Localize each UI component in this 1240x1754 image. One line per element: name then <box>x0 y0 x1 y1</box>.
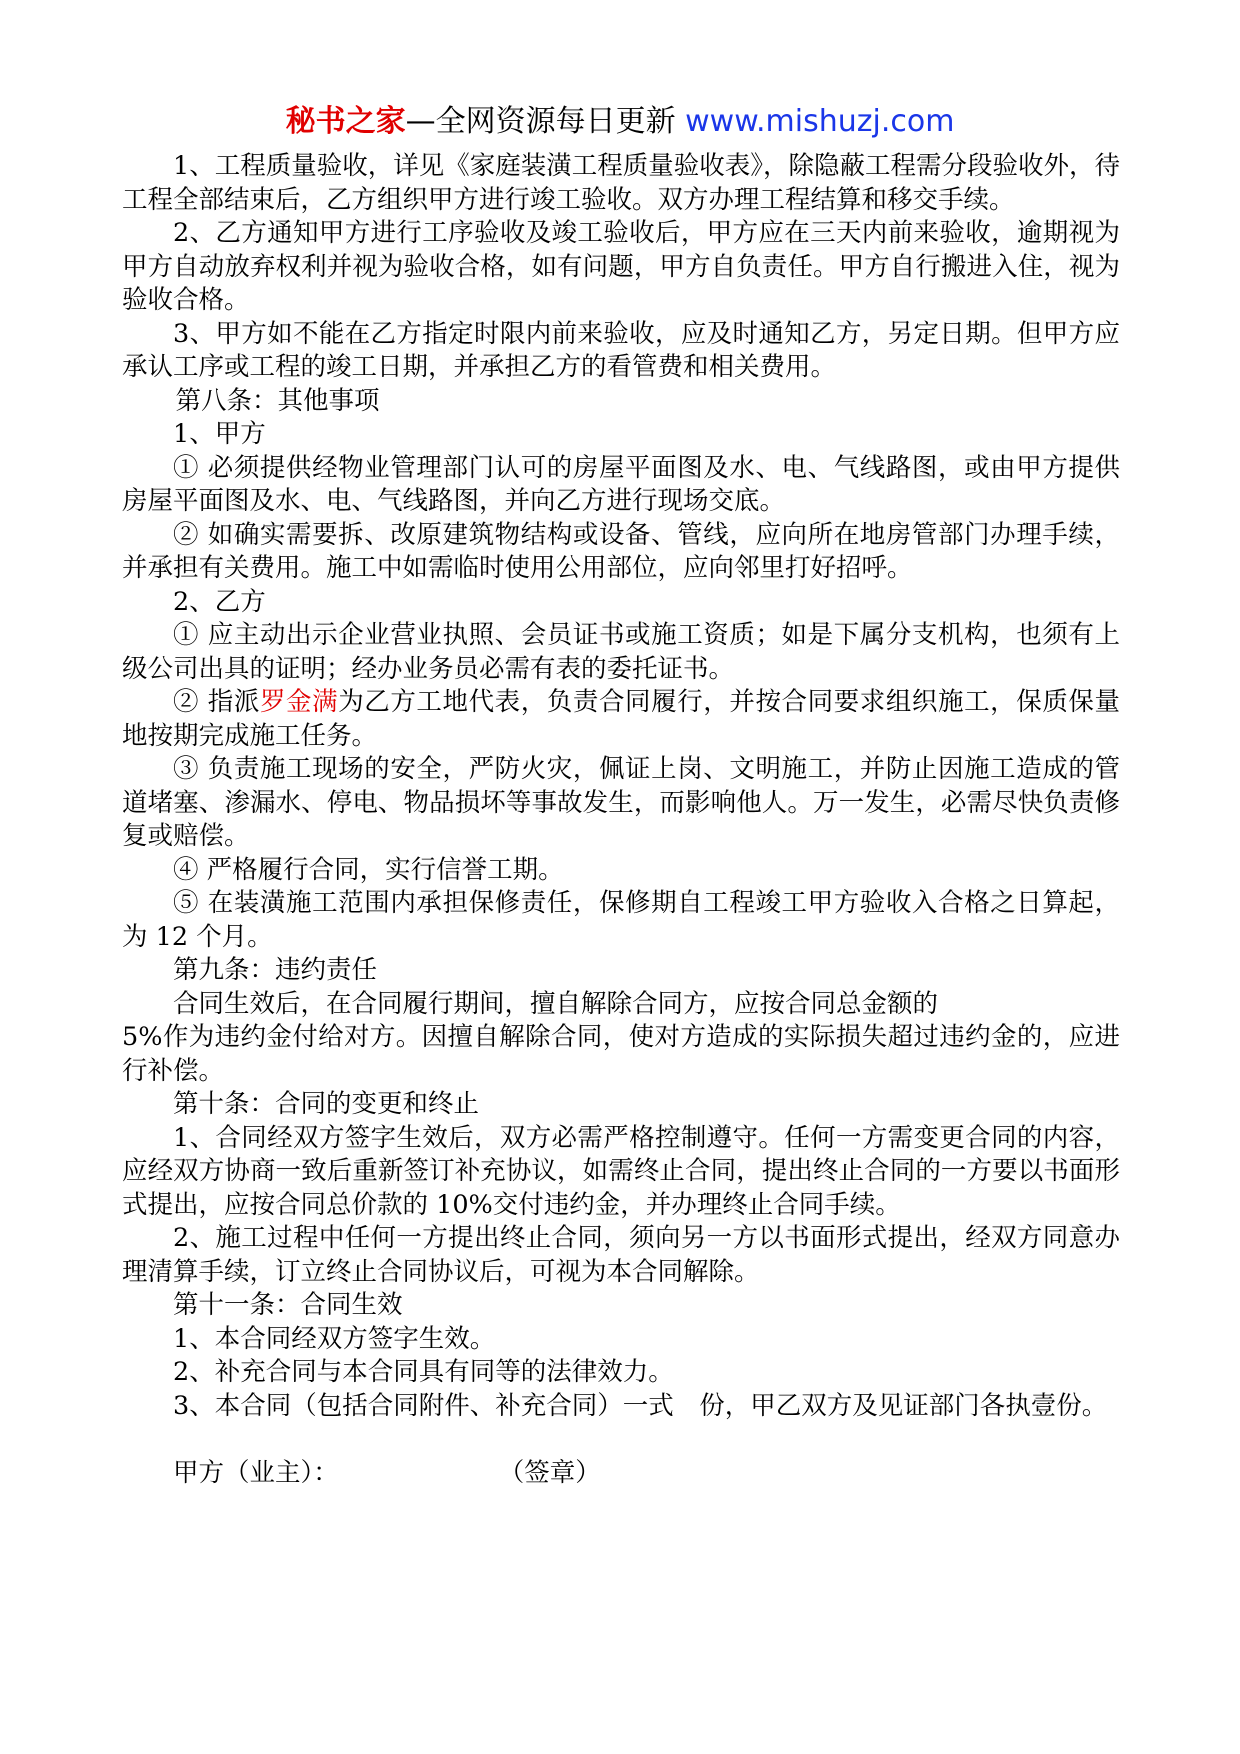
article-10-heading: 第十条：合同的变更和终止 <box>173 1089 480 1119</box>
article-11-heading: 第十一条：合同生效 <box>173 1290 403 1320</box>
brand-name: 秘书之家 <box>285 104 406 139</box>
seal-label: （签章） <box>498 1457 601 1488</box>
article-8-b-item-4: ④ 严格履行合同，实行信誉工期。 <box>173 854 564 885</box>
article-8-b-item-1: ① 应主动出示企业营业执照、会员证书或施工资质；如是下属分支机构，也须有上级公司出具的证明；经办业务员必需有表的委托证书。 <box>122 620 1120 684</box>
article-11-item-3: 3、本合同（包括合同附件、补充合同）一式 份，甲乙双方及见证部门各执壹份。 <box>173 1390 1108 1421</box>
article-8-a-item-1: ① 必须提供经物业管理部门认可的房屋平面图及水、电、气线路图，或由甲方提供房屋平面图及水、电、气线路图，并向乙方进行现场交底。 <box>122 452 1120 516</box>
article-8-heading: 第八条：其他事项 <box>175 385 380 416</box>
clause-7-2: 2、乙方通知甲方进行工序验收及竣工验收后，甲方应在三天内前来验收，逾期视为甲方自动放弃权利并视为验收合格，如有问题，甲方自负责任。甲方自行搬进入住，视为验收合格。 <box>122 218 1120 315</box>
article-11-item-2: 2、补充合同与本合同具有同等的法律效力。 <box>173 1357 674 1387</box>
article-9-heading: 第九条：违约责任 <box>173 955 378 985</box>
item-2-suffix: 为乙方工地代表，负责合同履行，并按合同要求组织施工，保质保量地按期完成施工任务。 <box>122 687 1120 751</box>
article-9-text-line1: 合同生效后，在合同履行期间，擅自解除合同方，应按合同总金额的 <box>173 988 939 1019</box>
contract-body <box>122 150 1120 1490</box>
article-9-text-rest: 5%作为违约金付给对方。因擅自解除合同，使对方造成的实际损失超过违约金的，应进行补偿。 <box>122 1022 1120 1086</box>
article-8-b-item-5: ⑤ 在装潢施工范围内承担保修责任，保修期自工程竣工甲方验收入合格之日算起，为 12 个月。 <box>122 888 1120 952</box>
article-8-party-b: 2、乙方 <box>173 586 266 617</box>
party-a-label: 甲方（业主）： <box>173 1457 339 1488</box>
site-representative-name: 罗金满 <box>259 687 339 717</box>
blank-line <box>122 1423 1120 1457</box>
clause-7-1: 1、工程质量验收，详见《家庭装潢工程质量验收表》，除隐蔽工程需分段验收外，待工程全部结束后，乙方组织甲方进行竣工验收。双方办理工程结算和移交手续。 <box>122 151 1120 215</box>
item-2-prefix: ② 指派 <box>173 687 260 717</box>
header-url-link[interactable]: www.mishuzj.com <box>685 104 955 139</box>
article-8-b-item-3: ③ 负责施工现场的安全，严防火灾，佩证上岗、文明施工，并防止因施工造成的管道堵塞、渗漏水、停电、物品损坏等事故发生，而影响他人。万一发生，必需尽快负责修复或赔偿。 <box>122 754 1120 851</box>
article-11-item-1: 1、本合同经双方签字生效。 <box>173 1323 496 1354</box>
clause-7-3: 3、甲方如不能在乙方指定时限内前来验收，应及时通知乙方，另定日期。但甲方应承认工序或工程的竣工日期，并承担乙方的看管费和相关费用。 <box>122 318 1120 382</box>
article-8-party-a: 1、甲方 <box>173 419 266 449</box>
article-8-a-item-2: ② 如确实需要拆、改原建筑物结构或设备、管线，应向所在地房管部门办理手续，并承担有关费用。施工中如需临时使用公用部位，应向邻里打好招呼。 <box>122 519 1120 583</box>
article-10-item-1: 1、合同经双方签字生效后，双方必需严格控制遵守。任何一方需变更合同的内容，应经双方协商一致后重新签订补充协议，如需终止合同，提出终止合同的一方要以书面形式提出，应按合同总价款的 10%交付违约金，并办理终止合同手续。 <box>122 1122 1120 1220</box>
header-slogan: —全网资源每日更新 <box>405 104 686 139</box>
page-header <box>0 100 1240 144</box>
article-8-b-item-2 <box>122 686 1120 753</box>
signature-line <box>122 1457 1120 1491</box>
article-10-item-2: 2、施工过程中任何一方提出终止合同，须向另一方以书面形式提出，经双方同意办理清算手续，订立终止合同协议后，可视为本合同解除。 <box>122 1223 1120 1287</box>
